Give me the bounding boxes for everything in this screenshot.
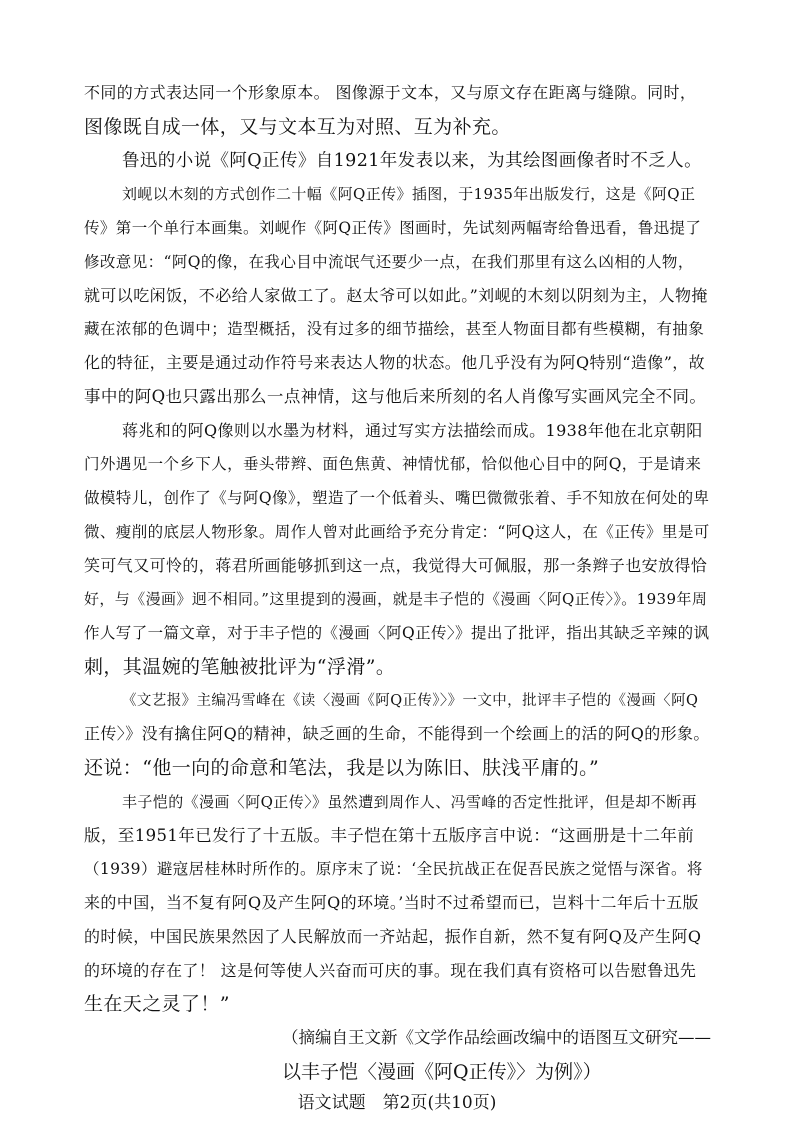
text-line: 微、瘦削的底层人物形象。周作人曾对此画给予充分肯定：“阿Q这人，在《正传》里是可 bbox=[84, 523, 710, 541]
text-line: 传》第一个单行本画集。刘岘作《阿Q正传》图画时，先试刻两幅寄给鲁迅看，鲁迅提了 bbox=[84, 219, 702, 237]
paragraph-start: 刘岘以木刻的方式创作二十幅《阿Q正传》插图，于1935年出版发行，这是《阿Q正 bbox=[122, 185, 696, 203]
text-line: 好，与《漫画》迥不相同。”这里提到的漫画，就是丰子恺的《漫画〈阿Q正传〉》。1939年周 bbox=[84, 590, 708, 608]
text-line: 来的中国，当不复有阿Q及产生阿Q的环境。’当时不过希望而已，岂料十二年后十五版 bbox=[84, 893, 699, 912]
paragraph-start: 丰子恺的《漫画〈阿Q正传〉》虽然遭到周作人、冯雪峰的否定性批评，但是却不断再 bbox=[122, 793, 698, 811]
text-line: 刺，其温婉的笔触被批评为“浮滑”。 bbox=[84, 656, 396, 678]
text-line: 的时候，中国民族果然因了人民解放而一齐站起，振作自新，然不复有阿Q及产生阿Q bbox=[84, 927, 702, 946]
text-line: 不同的方式表达同一个形象原本。 图像源于文本，又与原文存在距离与缝隙。同时， bbox=[84, 83, 697, 102]
text-line: 做模特儿，创作了《与阿Q像》，塑造了一个低着头、嘴巴微微张着、手不知放在何处的卑 bbox=[84, 489, 710, 507]
text-line: 修改意见：“阿Q的像，在我心目中流氓气还要少一点，在我们那里有这么凶相的人物， bbox=[84, 253, 694, 271]
text-line: 图像既自成一体，又与文本互为对照、互为补充。 bbox=[84, 116, 511, 138]
text-line: 还说：“他一向的命意和笔法，我是以为陈旧、肤浅平庸的。” bbox=[84, 757, 600, 779]
text-line: 正传〉》没有擒住阿Q的精神，缺乏画的生命，不能得到一个绘画上的活的阿Q的形象。 bbox=[84, 724, 710, 743]
text-line: 就可以吃闲饭，不必给人家做工了。赵太爷可以如此。”刘岘的木刻以阴刻为主，人物掩 bbox=[84, 286, 708, 305]
source-citation: 以丰子恺〈漫画《阿Q正传》〉为例》） bbox=[282, 1061, 602, 1083]
paragraph-start: 《文艺报》主编冯雪峰在《读〈漫画《阿Q正传》〉》一文中，批评丰子恺的《漫画〈阿Q bbox=[122, 693, 699, 709]
text-line: 事中的阿Q也只露出那么一点神情，这与他后来所刻的名人肖像写实画风完全不同。 bbox=[84, 387, 707, 406]
text-line: 门外遇见一个乡下人，垂头带辫、面色焦黄、神情忧郁，恰似他心目中的阿Q，于是请来 bbox=[84, 455, 702, 473]
source-citation: （摘编自王文新《文学作品绘画改编中的语图互文研究—— bbox=[282, 1028, 711, 1047]
text-line: （1939）避寇居桂林时所作的。原序末了说：‘全民抗战正在促吾民族之觉悟与深省。将 bbox=[84, 860, 703, 878]
text-line: 化的特征，主要是通过动作符号来表达人物的状态。他几乎没有为阿Q特别“造像”，故 bbox=[84, 353, 706, 372]
text-line: 笑可气又可怜的，蒋君所画能够抓到这一点，我觉得大可佩服，那一条辫子也安放得恰 bbox=[84, 556, 708, 575]
text-line: 生在天之灵了！” bbox=[84, 993, 230, 1015]
text-line: 版，至1951年已发行了十五版。丰子恺在第十五版序言中说：“这画册是十二年前 bbox=[84, 826, 695, 845]
paragraph-start: 鲁迅的小说《阿Q正传》自1921年发表以来，为其绘图画像者时不乏人。 bbox=[122, 151, 702, 171]
text-line: 的环境的存在了！ 这是何等使人兴奋而可庆的事。现在我们真有资格可以告慰鲁迅先 bbox=[84, 961, 697, 980]
text-line: 藏在浓郁的色调中；造型概括，没有过多的细节描绘，甚至人物面目都有些模糊，有抽象 bbox=[84, 320, 705, 338]
paragraph-start: 蒋兆和的阿Q像则以水墨为材料，通过写实方法描绘而成。1938年他在北京朝阳 bbox=[122, 421, 703, 440]
text-line: 作人写了一篇文章，对于丰子恺的《漫画〈阿Q正传〉》提出了批评，指出其缺乏辛辣的讽 bbox=[84, 624, 710, 642]
page-footer: 语文试题 第2页(共10页) bbox=[297, 1093, 497, 1113]
